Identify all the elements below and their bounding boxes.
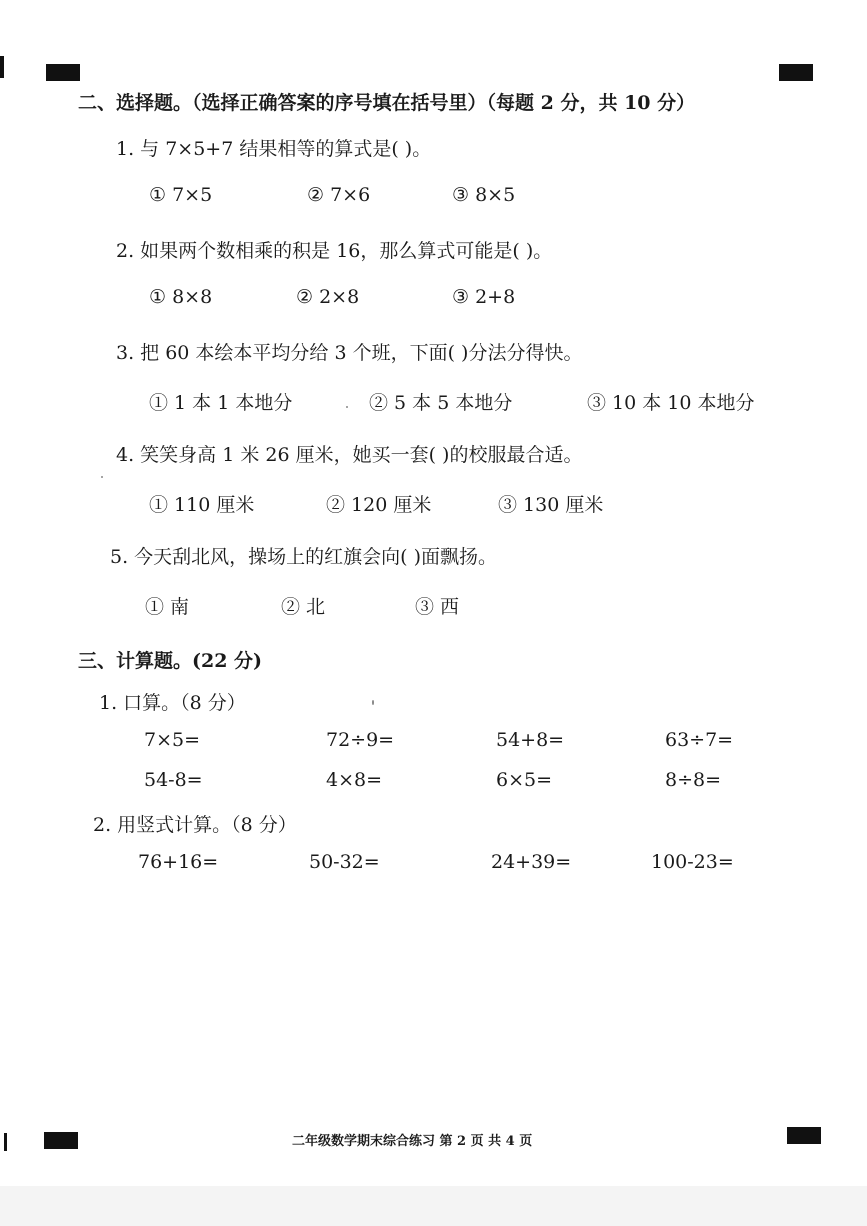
vertical-calc-item: 100-23= (651, 851, 734, 873)
oral-calc-item: 8÷8= (665, 769, 722, 791)
question-3-option-2: ② 5 本 5 本地分 (369, 392, 513, 414)
section3-heading: 三、计算题。(22 分) (78, 650, 263, 672)
registration-mark-bottom-right (787, 1127, 821, 1144)
section2-heading: 二、选择题。（选择正确答案的序号填在括号里）（每题 2 分，共 10 分） (78, 92, 696, 114)
scan-speck (101, 476, 103, 478)
question-1-option-2: ② 7×6 (307, 184, 371, 206)
question-3-option-1: ① 1 本 1 本地分 (149, 392, 293, 414)
question-2-stem: 2. 如果两个数相乘的积是 16，那么算式可能是( )。 (116, 240, 553, 262)
scan-edge-mark-top (0, 56, 4, 78)
registration-mark-bottom-left (44, 1132, 78, 1149)
scan-speck (346, 406, 348, 408)
question-3-option-3: ③ 10 本 10 本地分 (587, 392, 755, 414)
scan-bottom-shadow (0, 1186, 867, 1226)
question-4-stem: 4. 笑笑身高 1 米 26 厘米，她买一套( )的校服最合适。 (116, 444, 583, 466)
oral-calc-item: 7×5= (144, 729, 201, 751)
registration-mark-top-left (46, 64, 80, 81)
question-4-option-3: ③ 130 厘米 (498, 494, 604, 516)
question-5-option-3: ③ 西 (415, 596, 460, 618)
question-3-stem: 3. 把 60 本绘本平均分给 3 个班，下面( )分法分得快。 (116, 342, 583, 364)
scan-speck (372, 700, 374, 705)
oral-calc-title: 1. 口算。（8 分） (99, 692, 246, 714)
question-1-option-1: ① 7×5 (149, 184, 213, 206)
question-5-option-1: ① 南 (145, 596, 190, 618)
question-1-option-3: ③ 8×5 (452, 184, 516, 206)
page-footer: 二年级数学期末综合练习 第 2 页 共 4 页 (292, 1134, 533, 1149)
question-1-stem: 1. 与 7×5+7 结果相等的算式是( )。 (116, 138, 432, 160)
vertical-calc-item: 24+39= (491, 851, 572, 873)
question-2-option-3: ③ 2+8 (452, 286, 516, 308)
question-2-option-2: ② 2×8 (296, 286, 360, 308)
question-5-option-2: ② 北 (281, 596, 326, 618)
scan-edge-mark-bottom (4, 1133, 7, 1151)
oral-calc-item: 72÷9= (326, 729, 395, 751)
question-4-option-2: ② 120 厘米 (326, 494, 432, 516)
question-5-stem: 5. 今天刮北风，操场上的红旗会向( )面飘扬。 (110, 546, 498, 568)
vertical-calc-item: 76+16= (138, 851, 219, 873)
oral-calc-item: 54-8= (144, 769, 203, 791)
question-2-option-1: ① 8×8 (149, 286, 213, 308)
registration-mark-top-right (779, 64, 813, 81)
oral-calc-item: 54+8= (496, 729, 565, 751)
vertical-calc-title: 2. 用竖式计算。（8 分） (93, 814, 297, 836)
oral-calc-item: 6×5= (496, 769, 553, 791)
vertical-calc-item: 50-32= (309, 851, 380, 873)
oral-calc-item: 63÷7= (665, 729, 734, 751)
question-4-option-1: ① 110 厘米 (149, 494, 255, 516)
oral-calc-item: 4×8= (326, 769, 383, 791)
